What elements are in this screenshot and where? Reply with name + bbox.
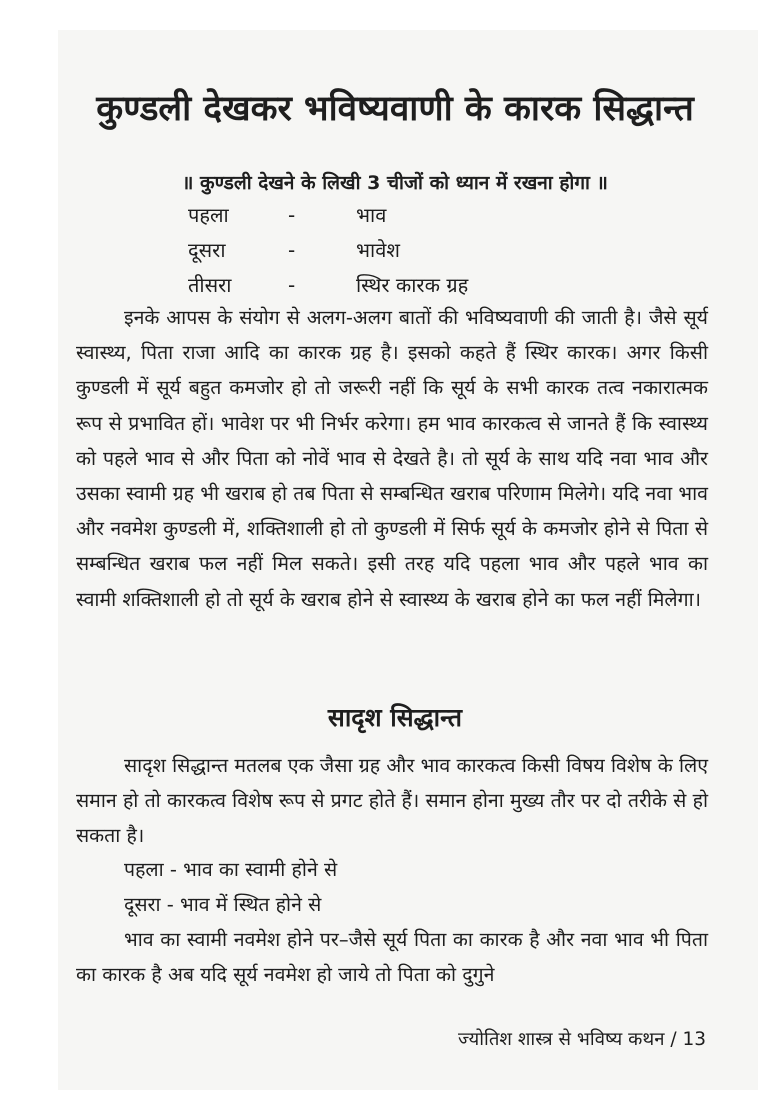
section-heading: सादृश सिद्धान्त [327, 703, 463, 732]
list-item [188, 198, 548, 233]
point-first: पहला - भाव का स्वामी होने से [124, 858, 338, 881]
paragraph-sadrish: सादृश सिद्धान्त मतलब एक जैसा ग्रह और भाव कारकत्व किसी विषय विशेष के लिए समान हो तो कारकत्व विशेष रूप से प्रगट होते हैं। समान होना मुख्य तौर पर दो तरीके से हो सकता है। [76, 754, 708, 848]
list-item-dash: - [288, 203, 296, 227]
list-item [188, 268, 548, 303]
point-second: दूसरा - भाव में स्थित होने से [124, 893, 322, 916]
page-footer: ज्योतिश शास्त्र से भविष्य कथन / 13 [457, 1029, 706, 1050]
list-item-value: भावेश [356, 238, 400, 262]
three-things-list [188, 198, 548, 303]
list-item-value: भाव [356, 203, 387, 227]
paragraph-navmesh: भाव का स्वामी नवमेश होने पर–जैसे सूर्य पिता का कारक है और नवा भाव भी पिता का कारक है अब यदि सूर्य नवमेश हो जाये तो पिता को दुगुने [76, 928, 708, 987]
list-item-dash: - [288, 238, 296, 262]
list-item [188, 233, 548, 268]
subheading: ॥ कुण्डली देखने के लिखी 3 चीजों को ध्यान में रखना होगा ॥ [182, 172, 608, 194]
page-title: कुण्डली देखकर भविष्यवाणी के कारक सिद्धान्त [96, 89, 694, 129]
paragraph-karak: इनके आपस के संयोग से अलग-अलग बातों की भविष्यवाणी की जाती है। जैसे सूर्य स्वास्थ्य, पिता राजा आदि का कारक ग्रह है। इसको कहते हैं स्थिर कारक। अगर किसी कुण्डली में सूर्य बहुत कमजोर हो तो जरूरी नहीं कि सूर्य के सभी कारक तत्व नकारात्मक रूप से प्रभावित हों। भावेश पर भी निर्भर करेगा। हम भाव कारकत्व से जानते हैं कि स्वास्थ्य को पहले भाव से और पिता को नोवें भाव से देखते है। तो सूर्य के साथ यदि नवा भाव और उसका स्वामी ग्रह भी खराब हो तब पिता से सम्बन्धित खराब परिणाम मिलेगे। यदि नवा भाव और नवमेश कुण्डली में, शक्तिशाली हो तो कुण्डली में सिर्फ सूर्य के कमजोर होने से पिता से सम्बन्धित खराब फल नहीं मिल सकते। इसी तरह यदि पहला भाव और पहले भाव का स्वामी शक्तिशाली हो तो सूर्य के खराब होने से स्वास्थ्य के खराब होने का फल नहीं मिलेगा। [76, 306, 708, 611]
list-item-value: स्थिर कारक ग्रह [356, 273, 469, 297]
list-item-label: दूसरा [188, 238, 226, 262]
list-item-label: तीसरा [188, 273, 232, 297]
list-item-label: पहला [188, 203, 229, 227]
list-item-dash: - [288, 273, 296, 297]
